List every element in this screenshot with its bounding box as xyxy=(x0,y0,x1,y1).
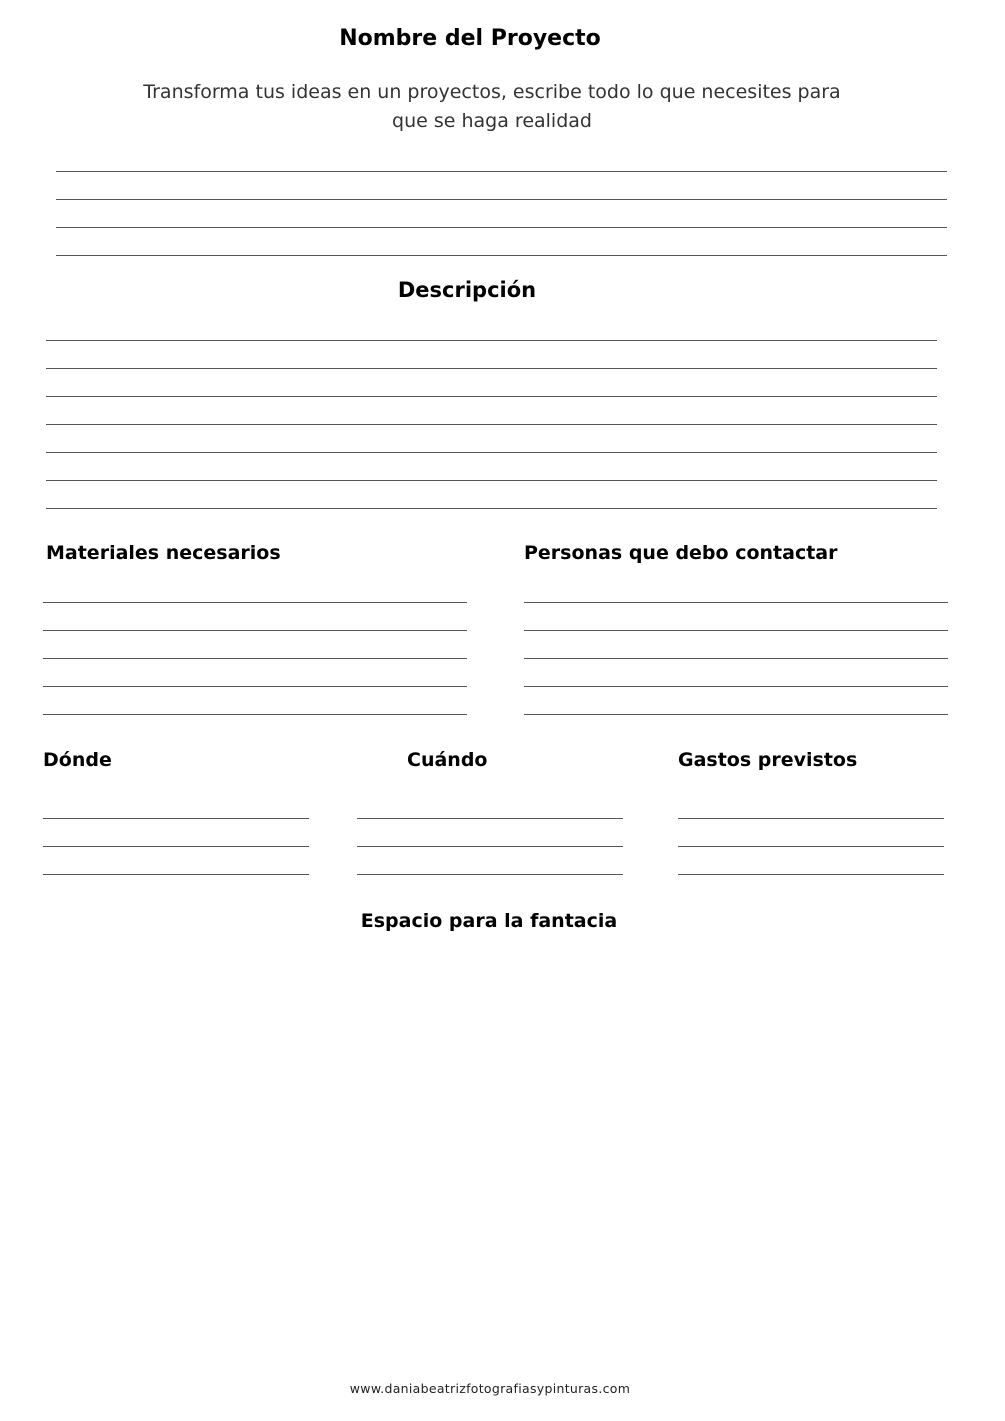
expenses-heading: Gastos previstos xyxy=(678,749,858,771)
writing-line[interactable] xyxy=(43,874,309,875)
writing-line[interactable] xyxy=(678,818,944,819)
writing-line[interactable] xyxy=(357,846,623,847)
writing-line[interactable] xyxy=(357,874,623,875)
writing-line[interactable] xyxy=(678,846,944,847)
subtitle-line-1: Transforma tus ideas en un proyectos, escribe todo lo que necesites para xyxy=(143,81,841,103)
when-heading: Cuándo xyxy=(407,749,488,771)
subtitle-line-2: que se haga realidad xyxy=(392,110,592,132)
expenses-lines xyxy=(678,0,944,880)
writing-line[interactable] xyxy=(43,846,309,847)
writing-line[interactable] xyxy=(678,874,944,875)
where-lines xyxy=(43,0,309,880)
footer-website: www.daniabeatrizfotografiasypinturas.com xyxy=(349,1381,631,1396)
contacts-heading: Personas que debo contactar xyxy=(524,542,838,564)
fantasy-heading: Espacio para la fantacia xyxy=(360,910,618,932)
description-heading: Descripción xyxy=(397,278,537,302)
writing-line[interactable] xyxy=(43,818,309,819)
fantasy-drawing-area[interactable] xyxy=(40,950,965,1360)
where-heading: Dónde xyxy=(43,749,112,771)
page-title: Nombre del Proyecto xyxy=(339,26,601,51)
writing-line[interactable] xyxy=(357,818,623,819)
when-lines xyxy=(357,0,623,880)
materials-heading: Materiales necesarios xyxy=(46,542,281,564)
